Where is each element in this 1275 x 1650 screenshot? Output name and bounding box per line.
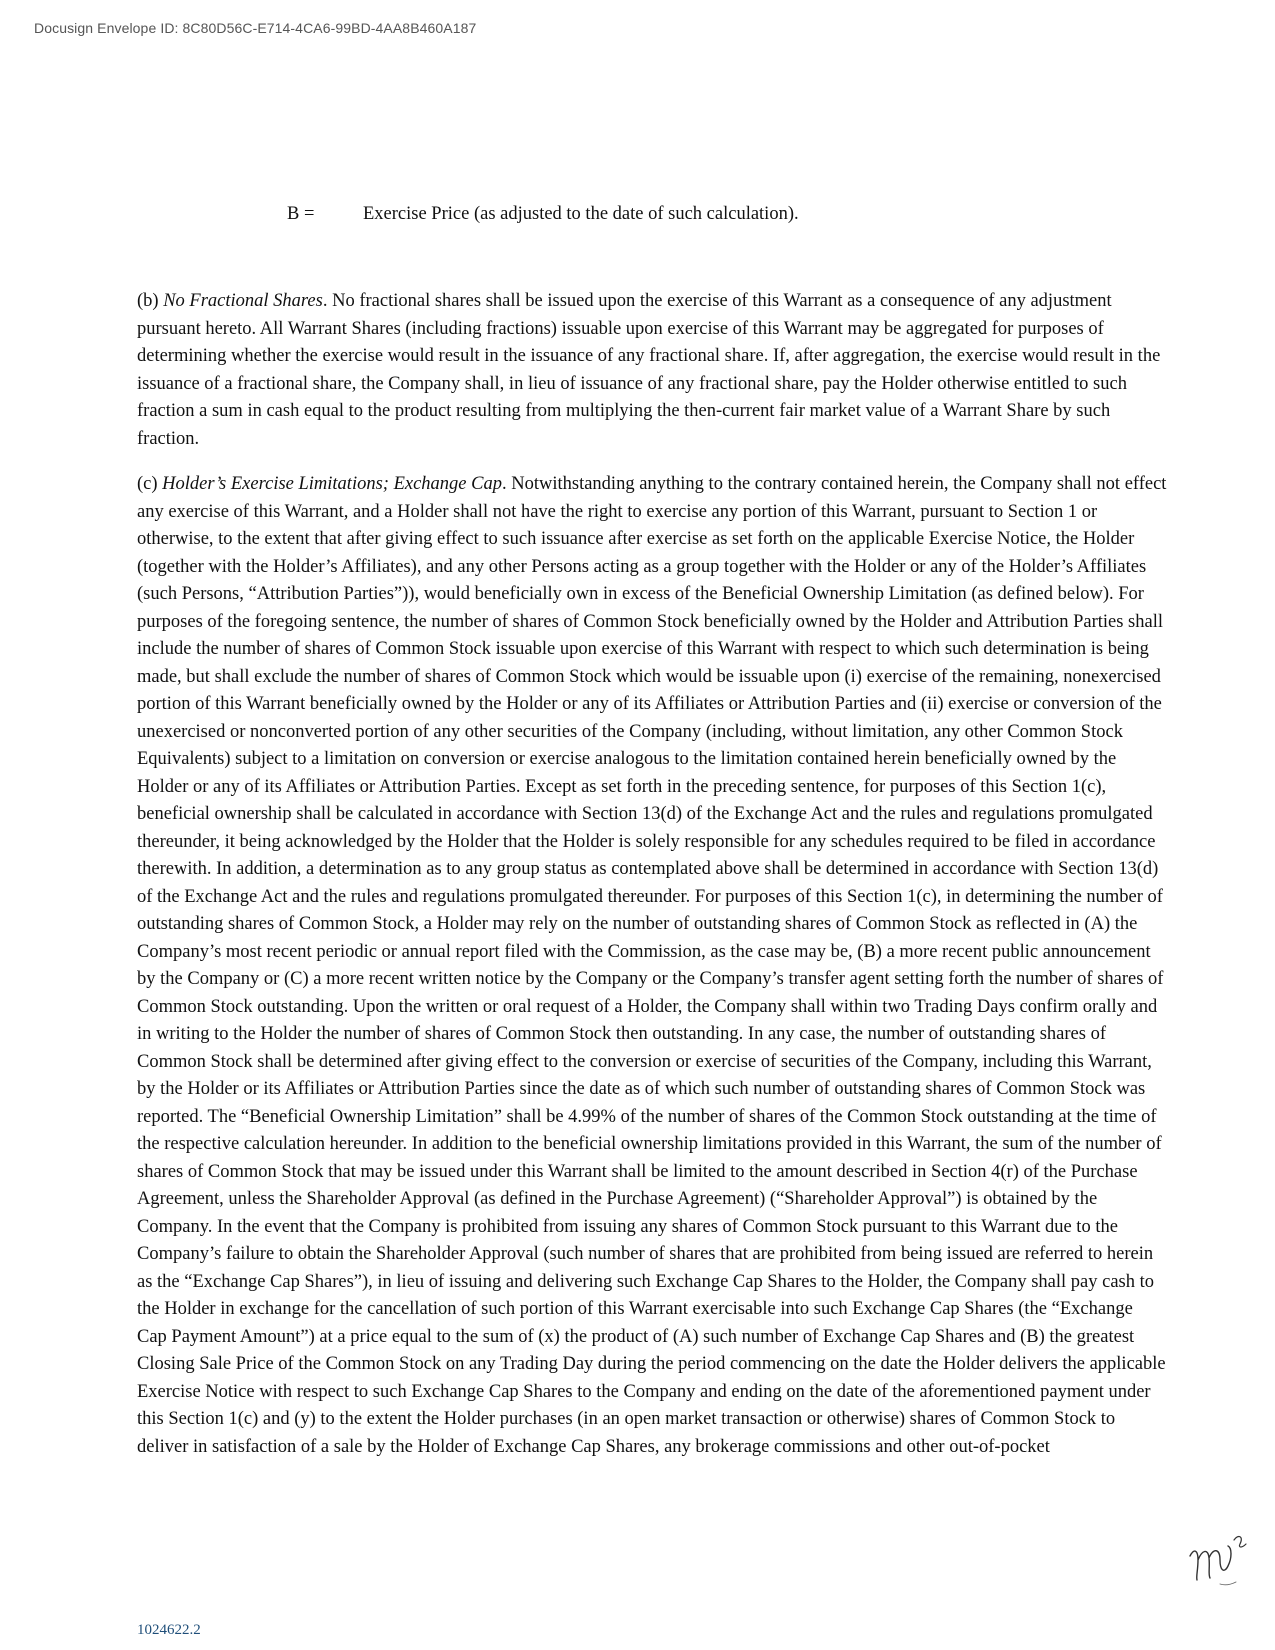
section-c-body: Notwithstanding anything to the contrary contained herein, the Company shall not effect any exercise of this Warrant, and a Holder shall not have the right to exercise any portion of this Warrant, pursuant to Section 1 or otherwise, to the extent that after giving effect to such issuance after exercise as set forth on the applicable Exercise Notice, the Holder (together with the Holder’s Affiliates), and any other Persons acting as a group together with the Holder or any of the Holder’s Affiliates (such Persons, “Attribution Parties”)), would beneficially own in excess of the Beneficial Ownership Limitation (as defined below). For purposes of the foregoing sentence, the number of shares of Common Stock beneficially owned by the Holder and Attribution Parties shall include the number of shares of Common Stock issuable upon exercise of this Warrant with respect to which such determination is being made, but shall exclude the number of shares of Common Stock which would be issuable upon (i) exercise of the remaining, nonexercised portion of this Warrant beneficially owned by the Holder or any of its Affiliates or Attribution Parties and (ii) exercise or conversion of the unexercised or nonconverted portion of any other securities of the Company (including, without limitation, any other Common Stock Equivalents) subject to a limitation on conversion or exercise analogous to the limitation contained herein beneficially owned by the Holder or any of its Affiliates or Attribution Parties. Except as set forth in the preceding sentence, for purposes of this Section 1(c), beneficial ownership shall be calculated in accordance with Section 13(d) of the Exchange Act and the rules and regulations promulgated thereunder, it being acknowledged by the Holder that the Holder is solely responsible for any schedules required to be filed in accordance therewith. In addition, a determination as to any group status as contemplated above shall be determined in accordance with Section 13(d) of the Exchange Act and the rules and regulations promulgated thereunder. For purposes of this Section 1(c), in determining the number of outstanding shares of Common Stock, a Holder may rely on the number of outstanding shares of Common Stock as reflected in (A) the Company’s most recent periodic or annual report filed with the Commission, as the case may be, (B) a more recent public announcement by the Company or (C) a more recent written notice by the Company or the Company’s transfer agent setting forth the number of shares of Common Stock outstanding. Upon the written or oral request of a Holder, the Company shall within two Trading Days confirm orally and in writing to the Holder the number of shares of Common Stock then outstanding. In any case, the number of outstanding shares of Common Stock shall be determined after giving effect to the conversion or exercise of securities of the Company, including this Warrant, by the Holder or its Affiliates or Attribution Parties since the date as of which such number of outstanding shares of Common Stock was reported. The “Beneficial Ownership Limitation” shall be 4.99% of the number of shares of the Common Stock outstanding at the time of the respective calculation hereunder. In addition to the beneficial ownership limitations provided in this Warrant, the sum of the number of shares of Common Stock that may be issued under this Warrant shall be limited to the amount described in Section 4(r) of the Purchase Agreement, unless the Shareholder Approval (as defined in the Purchase Agreement) (“Shareholder Approval”) is obtained by the Company. In the event that the Company is prohibited from issuing any shares of Common Stock pursuant to this Warrant due to the Company’s failure to obtain the Shareholder Approval (such number of shares that are prohibited from being issued are referred to herein as the “Exchange Cap Shares”), in lieu of issuing and delivering such Exchange Cap Shares to the Holder, the Company shall pay cash to the Holder in exchange for the cancellation of such portion of this Warrant exercisable into such Exchange Cap Shares (the “Exchange Cap Payment Amount”) at a price equal to the sum of (x) the product of (A) such number of Exchange Cap Shares and (B) the greatest Closing Sale Price of the Common Stock on any Trading Day during the period commencing on the date the Holder delivers the applicable Exercise Notice with respect to such Exchange Cap Shares to the Company and ending on the date of the aforementioned payment under this Section 1(c) and (y) to the extent the Holder purchases (in an open market transaction or otherwise) shares of Common Stock to deliver in satisfaction of a sale by the Holder of Exchange Cap Shares, any brokerage commissions and other out-of-pocket [137, 474, 1167, 1457]
formula-definition: Exercise Price (as adjusted to the date of such calculation). [363, 204, 799, 224]
section-c-marker: (c) [137, 474, 158, 494]
envelope-id: Docusign Envelope ID: 8C80D56C-E714-4CA6-99BD-4AA8B460A187 [34, 20, 477, 36]
section-c-paragraph: (c) Holder’s Exercise Limitations; Exchange Cap. Notwithstanding anything to the contrary contained herein, the Company shall not effect any exercise of this Warrant, and a Holder shall not have the right to exercise any portion of this Warrant, pursuant to Section 1 or otherwise, to the extent that after giving effect to such issuance after exercise as set forth on the applicable Exercise Notice, the Holder (together with the Holder’s Affiliates), and any other Persons acting as a group together with the Holder or any of the Holder’s Affiliates (such Persons, “Attribution Parties”)), would beneficially own in excess of the Beneficial Ownership Limitation (as defined below). For purposes of the foregoing sentence, the number of shares of Common Stock beneficially owned by the Holder and Attribution Parties shall include the number of shares of Common Stock issuable upon exercise of this Warrant with respect to which such determination is being made, but shall exclude the number of shares of Common Stock which would be issuable upon (i) exercise of the remaining, nonexercised portion of this Warrant beneficially owned by the Holder or any of its Affiliates or Attribution Parties and (ii) exercise or conversion of the unexercised or nonconverted portion of any other securities of the Company (including, without limitation, any other Common Stock Equivalents) subject to a limitation on conversion or exercise analogous to the limitation contained herein beneficially owned by the Holder or any of its Affiliates or Attribution Parties. Except as set forth in the preceding sentence, for purposes of this Section 1(c), beneficial ownership shall be calculated in accordance with Section 13(d) of the Exchange Act and the rules and regulations promulgated thereunder, it being acknowledged by the Holder that the Holder is solely responsible for any schedules required to be filed in accordance therewith. In addition, a determination as to any group status as contemplated above shall be determined in accordance with Section 13(d) of the Exchange Act and the rules and regulations promulgated thereunder. For purposes of this Section 1(c), in determining the number of outstanding shares of Common Stock, a Holder may rely on the number of outstanding shares of Common Stock as reflected in (A) the Company’s most recent periodic or annual report filed with the Commission, as the case may be, (B) a more recent public announcement by the Company or (C) a more recent written notice by the Company or the Company’s transfer agent setting forth the number of shares of Common Stock outstanding. Upon the written or oral request of a Holder, the Company shall within two Trading Days confirm orally and in writing to the Holder the number of shares of Common Stock then outstanding. In any case, the number of outstanding shares of Common Stock shall be determined after giving effect to the conversion or exercise of securities of the Company, including this Warrant, by the Holder or its Affiliates or Attribution Parties since the date as of which such number of outstanding shares of Common Stock was reported. The “Beneficial Ownership Limitation” shall be 4.99% of the number of shares of the Common Stock outstanding at the time of the respective calculation hereunder. In addition to the beneficial ownership limitations provided in this Warrant, the sum of the number of shares of Common Stock that may be issued under this Warrant shall be limited to the amount described in Section 4(r) of the Purchase Agreement, unless the Shareholder Approval (as defined in the Purchase Agreement) (“Shareholder Approval”) is obtained by the Company. In the event that the Company is prohibited from issuing any shares of Common Stock pursuant to this Warrant due to the Company’s failure to obtain the Shareholder Approval (such number of shares that are prohibited from being issued are referred to herein as the “Exchange Cap Shares”), in lieu of issuing and delivering such Exchange Cap Shares to the Holder, the Company shall pay cash to the Holder in exchange for the cancellation of such portion of this Warrant exercisable into such Exchange Cap Shares (the “Exchange Cap Payment Amount”) at a price equal to the sum of (x) the product of (A) such number of Exchange Cap Shares and (B) the greatest Closing Sale Price of the Common Stock on any Trading Day during the period commencing on the date the Holder delivers the applicable Exercise Notice with respect to such Exchange Cap Shares to the Company and ending on the date of the aforementioned payment under this Section 1(c) and (y) to the extent the Holder purchases (in an open market transaction or otherwise) shares of Common Stock to deliver in satisfaction of a sale by the Holder of Exchange Cap Shares, any brokerage commissions and other out-of-pocket [137, 474, 1167, 1457]
initials-signature [1186, 1526, 1254, 1596]
section-b-body: No fractional shares shall be issued upon the exercise of this Warrant as a consequence of any adjustment pursuant hereto. All Warrant Shares (including fractions) issuable upon exercise of this Warrant may be aggregated for purposes of determining whether the exercise would result in the issuance of any fractional share. If, after aggregation, the exercise would result in the issuance of a fractional share, the Company shall, in lieu of issuance of any fractional share, pay the Holder otherwise entitled to such fraction a sum in cash equal to the product resulting from multiplying the then-current fair market value of a Warrant Share by such fraction. [137, 291, 1161, 449]
section-b-paragraph: (b) No Fractional Shares. No fractional shares shall be issued upon the exercise of this Warrant as a consequence of any adjustment pursuant hereto. All Warrant Shares (including fractions) issuable upon exercise of this Warrant may be aggregated for purposes of determining whether the exercise would result in the issuance of any fractional share. If, after aggregation, the exercise would result in the issuance of a fractional share, the Company shall, in lieu of issuance of any fractional share, pay the Holder otherwise entitled to such fraction a sum in cash equal to the product resulting from multiplying the then-current fair market value of a Warrant Share by such fraction. [137, 291, 1161, 449]
section-c-heading: Holder’s Exercise Limitations; Exchange Cap [162, 474, 502, 494]
section-b-heading: No Fractional Shares [163, 291, 323, 311]
formula-line [287, 201, 799, 227]
section-b-marker: (b) [137, 291, 159, 311]
formula-variable: B = [287, 204, 315, 224]
document-number: 1024622.2 [137, 1622, 201, 1638]
